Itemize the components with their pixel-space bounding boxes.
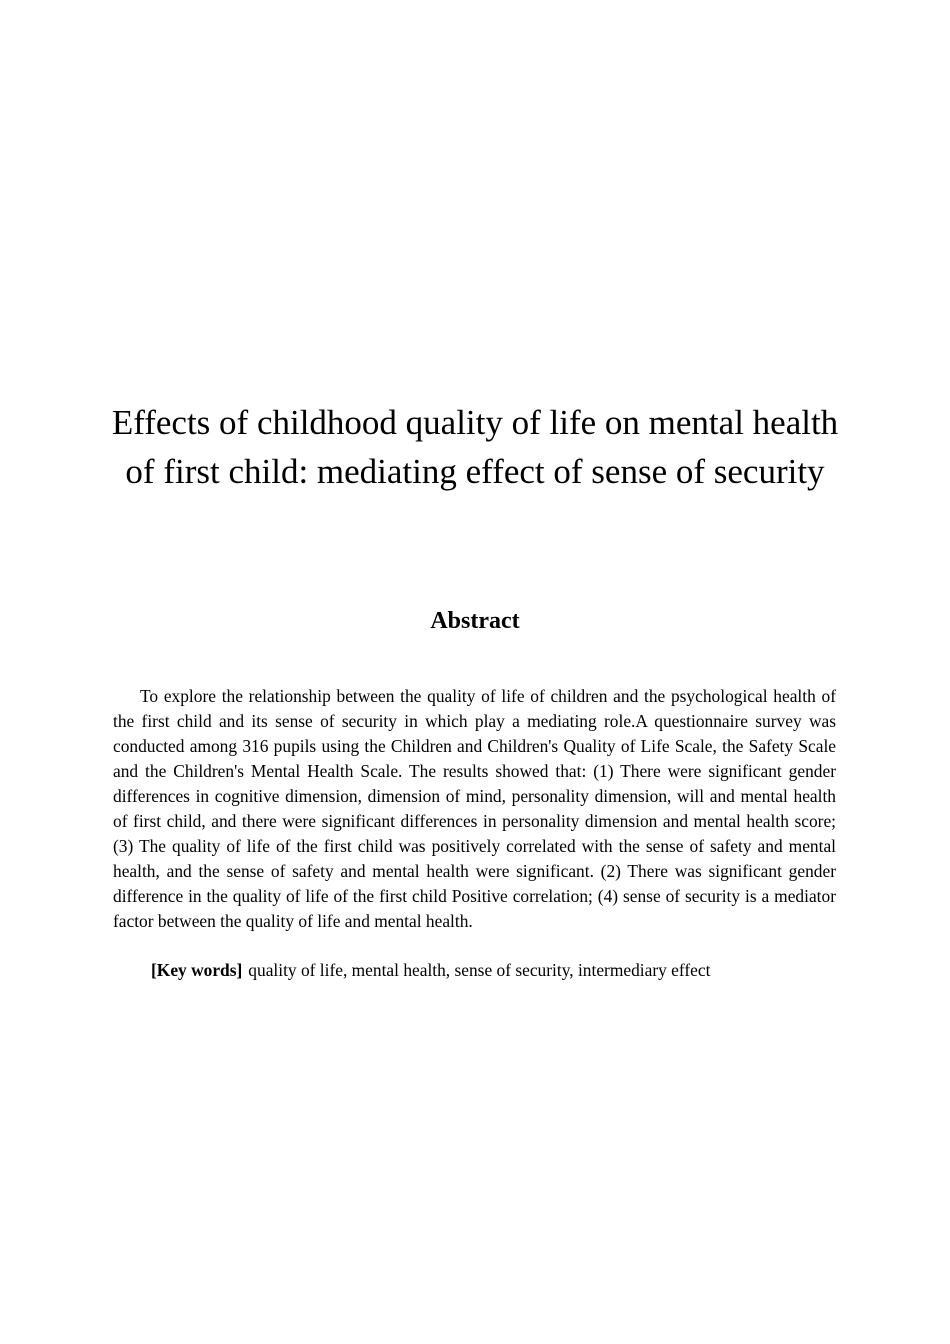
keywords-text: quality of life, mental health, sense of security, intermediary effect: [248, 960, 711, 980]
abstract-text: To explore the relationship between the quality of life of children and the psychological health of the first child and its sense of security in which play a mediating role.A questionnaire survey was conducted among 316 pupils using the Children and Children's Quality of Life Scale, the Safety Scale and the Children's Mental Health Scale. The results showed that: (1) There were significant gender differences in cognitive dimension, dimension of mind, personality dimension, will and mental health of first child, and there were significant differences in personality dimension and mental health score; (3) The quality of life of the first child was positively correlated with the sense of safety and mental health, and the sense of safety and mental health were significant. (2) There was significant gender difference in the quality of life of the first child Positive correlation; (4) sense of security is a mediator factor between the quality of life and mental health.: [113, 686, 836, 931]
keywords-line: [113, 958, 836, 983]
keywords-label: [Key words]: [151, 960, 243, 980]
abstract-heading: Abstract: [430, 608, 520, 634]
paper-title: Effects of childhood quality of life on mental health of first child: mediating effect of sense of security: [111, 403, 839, 491]
